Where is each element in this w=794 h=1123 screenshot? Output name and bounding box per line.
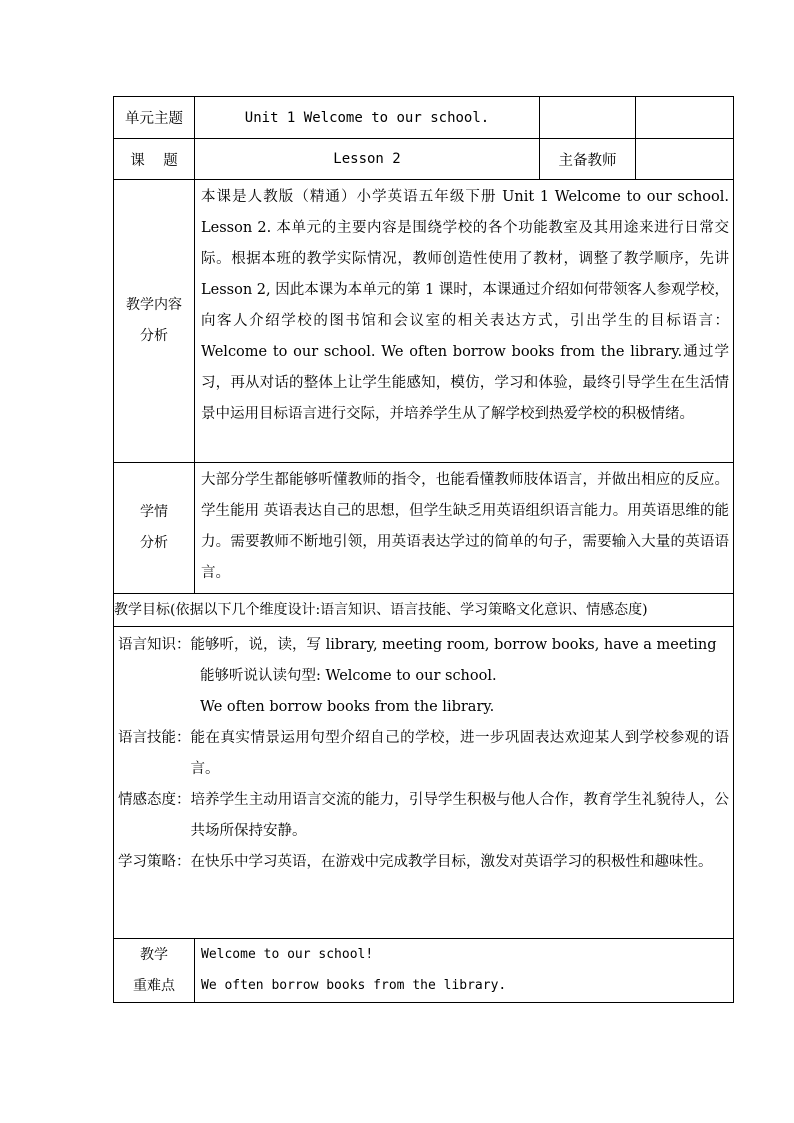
content-analysis-row bbox=[114, 180, 734, 463]
goals-row bbox=[114, 627, 734, 939]
student-analysis-text: 大部分学生都能够听懂教师的指令，也能看懂教师肢体语言，并做出相应的反应。学生能用 英语表达自己的思想，但学生缺乏用英语组织语言能力。用英语思维的能力。需要教师不断地引领，用英语表达学过的简单的句子，需要输入大量的英语语言。 bbox=[201, 472, 729, 581]
goal-attitude bbox=[118, 785, 729, 847]
key-point-1: Welcome to our school! bbox=[201, 947, 374, 962]
key-points-label-line1: 教学 bbox=[140, 946, 168, 963]
content-analysis-text: 本课是人教版（精通）小学英语五年级下册 Unit 1 Welcome to our school. Lesson 2. 本单元的主要内容是围绕学校的各个功能教室及其用途来进行日常交际。根据本班的教学实际情况，教师创造性使用了教材，调整了教学顺序，先讲 Lesson 2, 因此本课为本单元的第 1 课时，本课通过介绍如何带领客人参观学校，向客人介绍学校的图书馆和会议室的相关表达方式，引出学生的目标语言：Welcome to our school. We often borrow books from the library.通过学习，再从对话的整体上让学生能感知，模仿，学习和体验，最终引导学生在生活情景中运用目标语言进行交际，并培养学生从了解学校到热爱学校的积极情绪。 bbox=[201, 189, 729, 422]
goal-attitude-key: 情感态度： bbox=[118, 792, 191, 808]
lesson-title-row bbox=[114, 139, 734, 180]
goal-strategy bbox=[118, 847, 729, 878]
unit-theme-label: 单元主题 bbox=[114, 97, 195, 139]
unit-theme-empty-cell-2 bbox=[636, 97, 734, 139]
goal-skill bbox=[118, 723, 729, 785]
goals-header-row bbox=[114, 594, 734, 627]
goal-knowledge bbox=[118, 630, 729, 661]
lead-teacher-value bbox=[636, 139, 734, 180]
goal-skill-text: 能在真实情景运用句型介绍自己的学校，进一步巩固表达欢迎某人到学校参观的语言。 bbox=[190, 730, 729, 777]
lesson-title-label: 课 题 bbox=[114, 139, 195, 180]
goal-knowledge-text: 能够听，说，读，写 library, meeting room, borrow books, have a meeting bbox=[190, 637, 717, 653]
lesson-plan-page bbox=[113, 96, 733, 1003]
lead-teacher-label: 主备教师 bbox=[540, 139, 636, 180]
content-analysis-label-line1: 教学内容 bbox=[126, 297, 182, 313]
key-point-2: We often borrow books from the library. bbox=[201, 978, 507, 993]
goal-attitude-text: 培养学生主动用语言交流的能力，引导学生积极与他人合作，教育学生礼貌待人，公共场所保持安静。 bbox=[190, 792, 729, 839]
key-points-label-line2: 重难点 bbox=[133, 977, 175, 994]
lesson-plan-table bbox=[113, 96, 734, 1003]
student-analysis-label-line2: 分析 bbox=[140, 535, 168, 551]
lesson-title-value: Lesson 2 bbox=[195, 139, 540, 180]
goal-skill-key: 语言技能： bbox=[118, 730, 191, 746]
goal-knowledge-sub2: We often borrow books from the library. bbox=[200, 699, 495, 715]
goal-knowledge-sub1: 能够听说认读句型: Welcome to our school. bbox=[200, 668, 497, 684]
goals-body bbox=[114, 627, 733, 884]
goal-strategy-key: 学习策略： bbox=[118, 854, 191, 870]
unit-theme-value: Unit 1 Welcome to our school. bbox=[195, 97, 540, 139]
key-points-label bbox=[114, 939, 195, 1003]
content-analysis-label-line2: 分析 bbox=[140, 328, 168, 344]
goals-header: 教学目标(依据以下几个维度设计:语言知识、语言技能、学习策略文化意识、情感态度) bbox=[114, 594, 734, 627]
goal-knowledge-key: 语言知识： bbox=[118, 637, 191, 653]
student-analysis-row bbox=[114, 463, 734, 594]
unit-theme-empty-cell-1 bbox=[540, 97, 636, 139]
student-analysis-label bbox=[114, 463, 195, 594]
content-analysis-label bbox=[114, 180, 195, 463]
goal-strategy-text: 在快乐中学习英语，在游戏中完成教学目标，激发对英语学习的积极性和趣味性。 bbox=[190, 854, 713, 870]
unit-theme-row bbox=[114, 97, 734, 139]
student-analysis-label-line1: 学情 bbox=[140, 504, 168, 520]
key-points-row bbox=[114, 939, 734, 1003]
